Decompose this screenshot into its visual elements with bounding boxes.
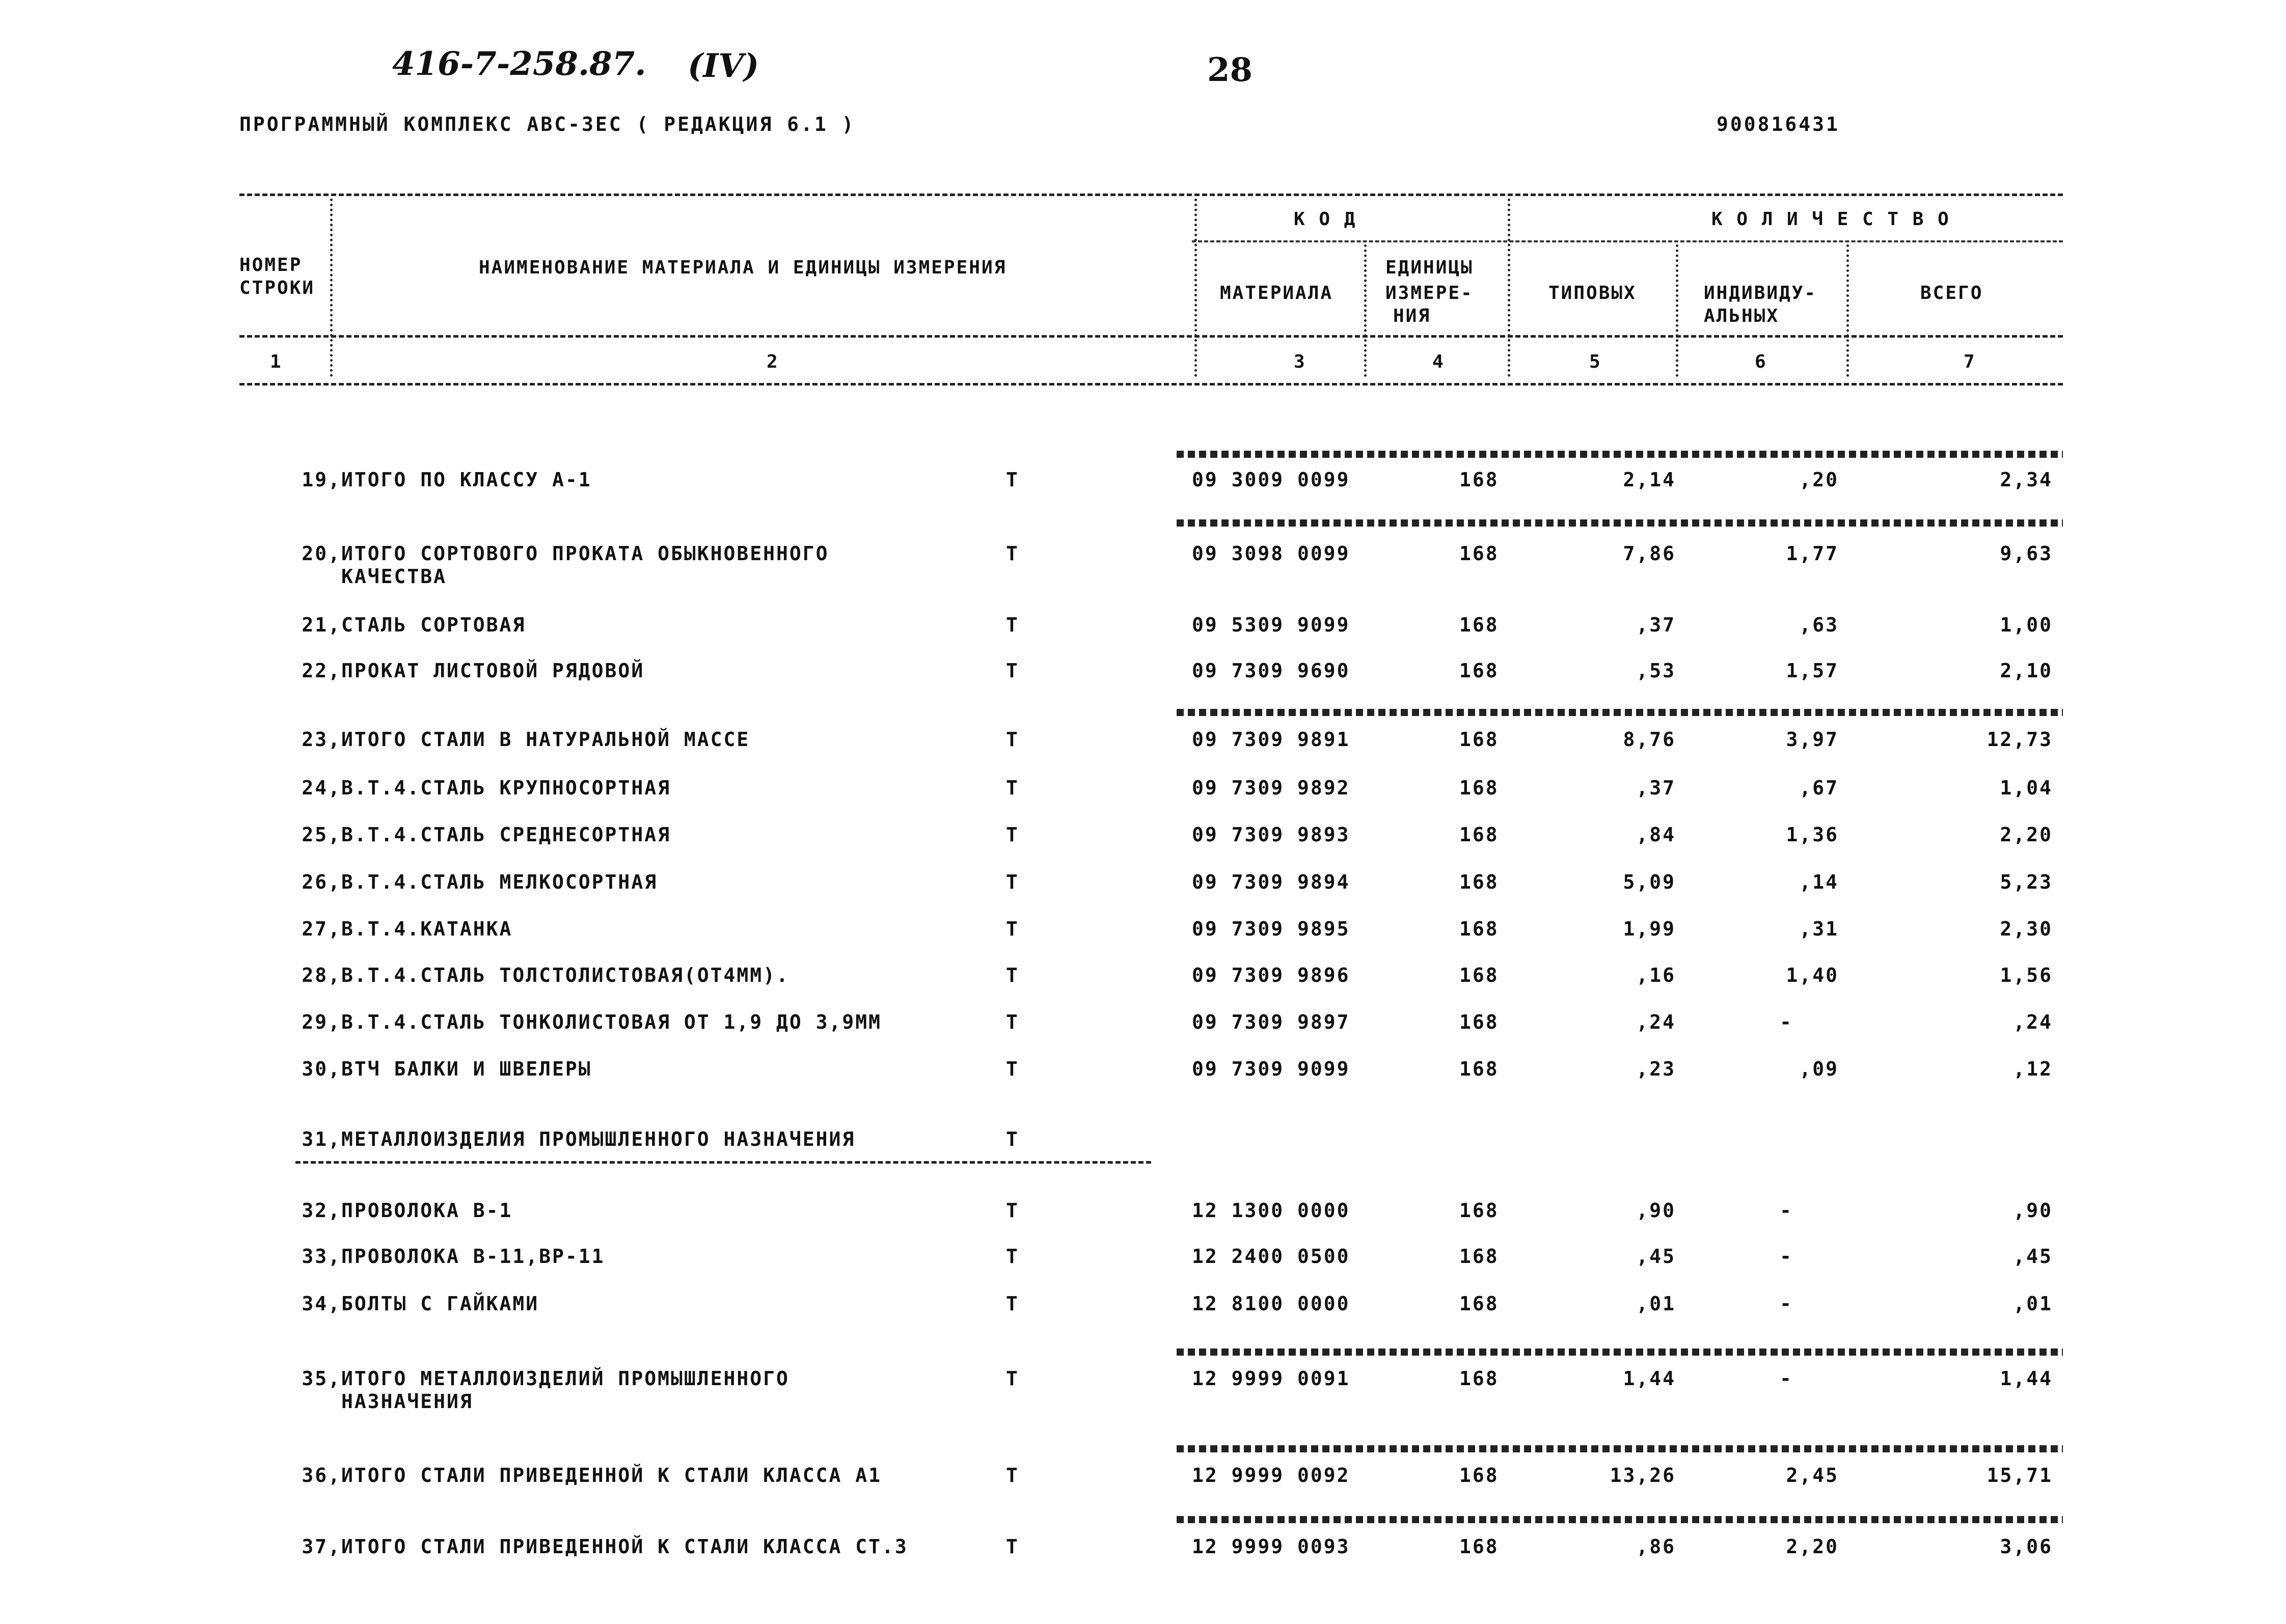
sum-rule: [1177, 709, 2063, 716]
qty-typical: ,53: [1636, 659, 1676, 682]
row-number: 24,: [302, 777, 341, 799]
sum-rule: [1177, 519, 2063, 527]
row-number: 33,: [302, 1245, 341, 1268]
qty-individual: 2,45: [1786, 1464, 1839, 1487]
row-number: 21,: [302, 614, 341, 636]
material-name: ИТОГО СТАЛИ ПРИВЕДЕННОЙ К СТАЛИ КЛАССА СТ.3: [341, 1535, 908, 1558]
header-row-no-1: НОМЕР: [239, 255, 303, 276]
qty-typical: 1,99: [1623, 918, 1676, 940]
material-name: В.Т.4.СТАЛЬ ТОНКОЛИСТОВАЯ ОТ 1,9 ДО 3,9ММ: [341, 1011, 882, 1033]
unit: Т: [1006, 542, 1019, 565]
unit: Т: [1006, 1011, 1019, 1033]
col-number: 5: [1589, 351, 1602, 372]
header-name: НАИМЕНОВАНИЕ МАТЕРИАЛА И ЕДИНИЦЫ ИЗМЕРЕНИЯ: [479, 257, 1007, 278]
material-name-cont: КАЧЕСТВА: [341, 565, 447, 588]
header-unit-2: ИЗМЕРЕ-: [1385, 283, 1474, 304]
header-code-group: К О Д: [1294, 209, 1357, 230]
qty-typical: 8,76: [1623, 728, 1676, 751]
unit: Т: [1006, 918, 1019, 940]
qty-typical: 2,14: [1623, 469, 1676, 491]
material-code: 12 2400 0500: [1192, 1245, 1350, 1268]
qty-individual: -: [1780, 1011, 1793, 1033]
qty-total: 2,20: [2000, 823, 2053, 846]
unit-code: 168: [1459, 728, 1499, 751]
unit: Т: [1006, 659, 1019, 682]
col-sep-2: [1194, 199, 1197, 377]
qty-total: 12,73: [1986, 728, 2053, 751]
material-code: 09 7309 9891: [1192, 728, 1350, 751]
qty-total: 1,56: [2000, 964, 2053, 986]
unit: Т: [1006, 871, 1019, 893]
unit-code: 168: [1459, 659, 1499, 682]
qty-individual: ,31: [1799, 918, 1839, 940]
col-sep-5: [1676, 244, 1678, 377]
unit: Т: [1006, 1245, 1019, 1268]
material-name: ИТОГО СОРТОВОГО ПРОКАТА ОБЫКНОВЕННОГО: [341, 542, 829, 565]
qty-total: 1,44: [2000, 1367, 2053, 1390]
unit-code: 168: [1459, 1535, 1499, 1558]
material-name: В.Т.4.СТАЛЬ МЕЛКОСОРТНАЯ: [341, 871, 658, 893]
unit: Т: [1006, 823, 1019, 846]
row-number: 34,: [302, 1292, 341, 1315]
row-number: 30,: [302, 1058, 341, 1080]
part-number: (IV): [688, 47, 759, 85]
col-sep-4: [1508, 199, 1510, 377]
material-code: 09 5309 9099: [1192, 614, 1350, 636]
row-number: 37,: [302, 1535, 341, 1558]
qty-typical: ,23: [1636, 1058, 1676, 1080]
header-individual-2: АЛЬНЫХ: [1704, 306, 1780, 326]
qty-total: ,24: [2013, 1011, 2053, 1033]
row-number: 36,: [302, 1464, 341, 1487]
qty-total: ,12: [2013, 1058, 2053, 1080]
material-name: БОЛТЫ С ГАЙКАМИ: [341, 1292, 539, 1315]
col-sep-6: [1846, 244, 1849, 377]
material-name: В.Т.4.СТАЛЬ СРЕДНЕСОРТНАЯ: [341, 823, 671, 846]
sum-rule: [1177, 1516, 2063, 1523]
unit: Т: [1006, 964, 1019, 986]
material-name: МЕТАЛЛОИЗДЕЛИЯ ПРОМЫШЛЕННОГО НАЗНАЧЕНИЯ: [341, 1128, 856, 1150]
header-material: МАТЕРИАЛА: [1220, 283, 1334, 304]
unit-code: 168: [1459, 1464, 1499, 1487]
col-number: 2: [767, 351, 779, 372]
qty-individual: -: [1780, 1292, 1793, 1315]
row-number: 25,: [302, 823, 341, 846]
material-code: 09 3098 0099: [1192, 542, 1350, 565]
row-number: 22,: [302, 659, 341, 682]
qty-total: ,90: [2013, 1199, 2053, 1222]
qty-individual: ,67: [1799, 777, 1839, 799]
unit-code: 168: [1459, 1011, 1499, 1033]
header-bottom-rule: [239, 383, 2063, 386]
unit: Т: [1006, 1464, 1019, 1487]
qty-typical: ,01: [1636, 1292, 1676, 1315]
row-number: 20,: [302, 542, 341, 565]
material-name-cont: НАЗНАЧЕНИЯ: [341, 1390, 473, 1413]
sum-rule: [1177, 1445, 2063, 1452]
col-number: 6: [1755, 351, 1767, 372]
unit-code: 168: [1459, 823, 1499, 846]
material-code: 12 8100 0000: [1192, 1292, 1350, 1315]
qty-typical: 7,86: [1623, 542, 1676, 565]
qty-total: 9,63: [2000, 542, 2053, 565]
document-code: 416-7-258.87.: [392, 45, 646, 83]
col-number: 7: [1964, 351, 1976, 372]
sum-rule: [1177, 451, 2063, 458]
unit-code: 168: [1459, 777, 1499, 799]
header-top-rule: [239, 194, 2063, 196]
material-code: 12 1300 0000: [1192, 1199, 1350, 1222]
unit: Т: [1006, 777, 1019, 799]
qty-typical: ,86: [1636, 1535, 1676, 1558]
material-name: ПРОВОЛОКА В-1: [341, 1199, 513, 1222]
qty-individual: 1,77: [1786, 542, 1839, 565]
qty-typical: ,16: [1636, 964, 1676, 986]
qty-individual: ,20: [1799, 469, 1839, 491]
unit-code: 168: [1459, 1367, 1499, 1390]
material-code: 12 9999 0092: [1192, 1464, 1350, 1487]
material-code: 09 7309 9895: [1192, 918, 1350, 940]
row-number: 32,: [302, 1199, 341, 1222]
material-name: В.Т.4.СТАЛЬ ТОЛСТОЛИСТОВАЯ(ОТ4ММ).: [341, 964, 790, 986]
qty-total: ,01: [2013, 1292, 2053, 1315]
qty-individual: 1,57: [1786, 659, 1839, 682]
material-code: 09 7309 9897: [1192, 1011, 1350, 1033]
material-name: ИТОГО СТАЛИ ПРИВЕДЕННОЙ К СТАЛИ КЛАССА А1: [341, 1464, 882, 1487]
unit: Т: [1006, 614, 1019, 636]
unit-code: 168: [1459, 871, 1499, 893]
qty-total: 1,04: [2000, 777, 2053, 799]
qty-individual: 3,97: [1786, 728, 1839, 751]
col-number: 4: [1432, 351, 1445, 372]
qty-typical: ,37: [1636, 614, 1676, 636]
qty-typical: ,90: [1636, 1199, 1676, 1222]
row-number: 28,: [302, 964, 341, 986]
header-individual-1: ИНДИВИДУ-: [1704, 283, 1817, 304]
qty-individual: ,09: [1799, 1058, 1839, 1080]
material-name: ПРОВОЛОКА В-11,ВР-11: [341, 1245, 605, 1268]
unit-code: 168: [1459, 1199, 1499, 1222]
col-sep-3: [1364, 244, 1367, 377]
qty-total: 3,06: [2000, 1535, 2053, 1558]
material-name: ПРОКАТ ЛИСТОВОЙ РЯДОВОЙ: [341, 659, 645, 682]
material-code: 09 7309 9892: [1192, 777, 1350, 799]
program-title: ПРОГРАММНЫЙ КОМПЛЕКС АВС-ЗЕС ( РЕДАКЦИЯ 6.1 ): [239, 113, 856, 135]
material-code: 12 9999 0091: [1192, 1367, 1350, 1390]
header-unit-3: НИЯ: [1393, 306, 1431, 326]
qty-total: ,45: [2013, 1245, 2053, 1268]
material-code: 12 9999 0093: [1192, 1535, 1350, 1558]
unit-code: 168: [1459, 1292, 1499, 1315]
material-name: ИТОГО МЕТАЛЛОИЗДЕЛИЙ ПРОМЫШЛЕННОГО: [341, 1367, 790, 1390]
unit-code: 168: [1459, 964, 1499, 986]
material-code: 09 3009 0099: [1192, 469, 1350, 491]
unit: Т: [1006, 728, 1019, 751]
col-number: 1: [270, 351, 283, 372]
qty-typical: ,24: [1636, 1011, 1676, 1033]
qty-typical: 1,44: [1623, 1367, 1676, 1390]
material-name: ВТЧ БАЛКИ И ШВЕЛЕРЫ: [341, 1058, 592, 1080]
material-name: СТАЛЬ СОРТОВАЯ: [341, 614, 526, 636]
header-row-no-2: СТРОКИ: [239, 278, 315, 298]
qty-individual: 1,36: [1786, 823, 1839, 846]
qty-typical: ,37: [1636, 777, 1676, 799]
document-id: 900816431: [1717, 113, 1840, 135]
qty-total: 1,00: [2000, 614, 2053, 636]
row-number: 29,: [302, 1011, 341, 1033]
unit-code: 168: [1459, 1245, 1499, 1268]
unit: Т: [1006, 469, 1019, 491]
material-code: 09 7309 9893: [1192, 823, 1350, 846]
qty-total: 5,23: [2000, 871, 2053, 893]
qty-individual: -: [1780, 1367, 1793, 1390]
unit: Т: [1006, 1292, 1019, 1315]
header-typical: ТИПОВЫХ: [1548, 283, 1637, 304]
qty-total: 2,10: [2000, 659, 2053, 682]
qty-individual: 1,40: [1786, 964, 1839, 986]
row-number: 26,: [302, 871, 341, 893]
material-name: ИТОГО СТАЛИ В НАТУРАЛЬНОЙ МАССЕ: [341, 728, 750, 751]
unit: Т: [1006, 1058, 1019, 1080]
unit-code: 168: [1459, 469, 1499, 491]
code-group-rule: [1192, 240, 2063, 242]
unit-code: 168: [1459, 918, 1499, 940]
qty-total: 2,30: [2000, 918, 2053, 940]
row-number: 23,: [302, 728, 341, 751]
header-unit-1: ЕДИНИЦЫ: [1385, 257, 1474, 278]
header-qty-group: К О Л И Ч Е С Т В О: [1711, 209, 1950, 230]
unit-code: 168: [1459, 542, 1499, 565]
material-code: 09 7309 9894: [1192, 871, 1350, 893]
header-numbers-rule: [239, 335, 2063, 338]
material-name: В.Т.4.СТАЛЬ КРУПНОСОРТНАЯ: [341, 777, 671, 799]
material-name: ИТОГО ПО КЛАССУ А-1: [341, 469, 592, 491]
qty-individual: ,63: [1799, 614, 1839, 636]
material-name: В.Т.4.КАТАНКА: [341, 918, 513, 940]
qty-typical: 13,26: [1610, 1464, 1676, 1487]
material-code: 09 7309 9099: [1192, 1058, 1350, 1080]
unit: Т: [1006, 1128, 1019, 1150]
qty-individual: ,14: [1799, 871, 1839, 893]
row-number: 35,: [302, 1367, 341, 1390]
qty-typical: ,84: [1636, 823, 1676, 846]
unit: Т: [1006, 1535, 1019, 1558]
material-code: 09 7309 9896: [1192, 964, 1350, 986]
qty-typical: 5,09: [1623, 871, 1676, 893]
qty-total: 2,34: [2000, 469, 2053, 491]
qty-typical: ,45: [1636, 1245, 1676, 1268]
qty-total: 15,71: [1986, 1464, 2053, 1487]
sum-rule: [1177, 1348, 2063, 1356]
qty-individual: 2,20: [1786, 1535, 1839, 1558]
row-number: 19,: [302, 469, 341, 491]
group-underline: [295, 1161, 1151, 1164]
material-code: 09 7309 9690: [1192, 659, 1350, 682]
unit: Т: [1006, 1367, 1019, 1390]
qty-individual: -: [1780, 1199, 1793, 1222]
row-number: 31,: [302, 1128, 341, 1150]
col-sep-1: [330, 199, 333, 377]
col-number: 3: [1294, 351, 1307, 372]
unit: Т: [1006, 1199, 1019, 1222]
row-number: 27,: [302, 918, 341, 940]
page-number: 28: [1207, 51, 1253, 89]
unit-code: 168: [1459, 1058, 1499, 1080]
header-total: ВСЕГО: [1920, 283, 1983, 304]
qty-individual: -: [1780, 1245, 1793, 1268]
unit-code: 168: [1459, 614, 1499, 636]
